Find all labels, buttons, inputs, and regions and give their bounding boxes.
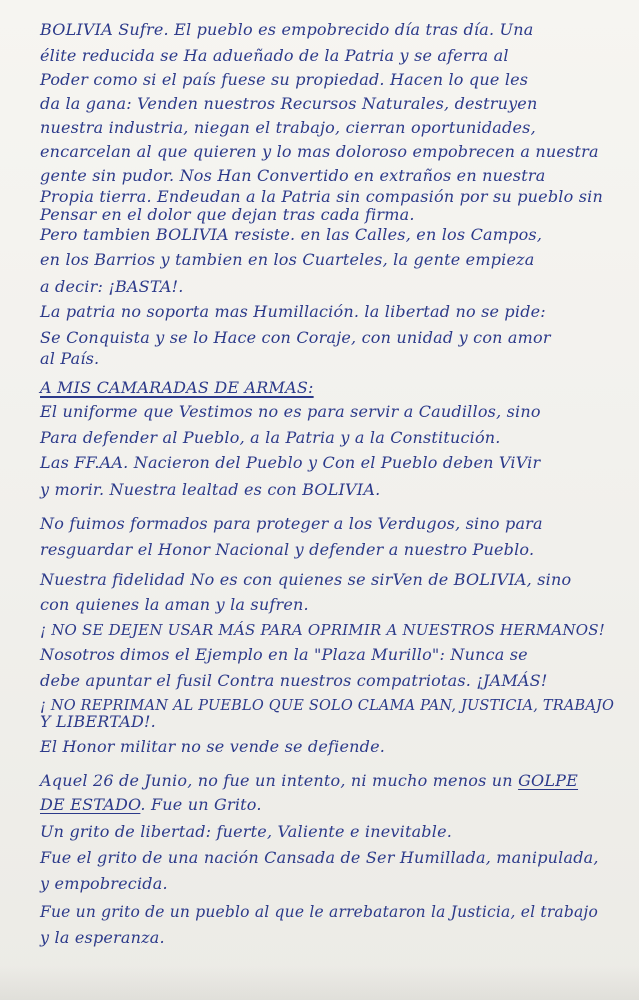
text-line: Nuestra fidelidad No es con quienes se sirVen de BOLIVIA, sino — [40, 570, 572, 589]
text-line: Y LIBERTAD!. — [40, 712, 156, 731]
text-line: élite reducida se Ha adueñado de la Patria y se aferra al — [40, 46, 509, 65]
text-line — [40, 771, 578, 791]
text-line: gente sin pudor. Nos Han Convertido en extraños en nuestra — [40, 166, 546, 185]
text-line: con quienes la aman y la sufren. — [40, 595, 309, 614]
text-line: Nosotros dimos el Ejemplo en la "Plaza Murillo": Nunca se — [40, 645, 528, 664]
text-line: El Honor militar no se vende se defiende. — [40, 737, 386, 756]
text-line: Pero tambien BOLIVIA resiste. en las Calles, en los Campos, — [40, 225, 543, 244]
text-line: al País. — [40, 349, 100, 368]
text-fragment: . Fue un Grito. — [140, 795, 262, 814]
text-line: nuestra industria, niegan el trabajo, cierran oportunidades, — [40, 118, 536, 137]
text-line: debe apuntar el fusil Contra nuestros compatriotas. ¡JAMÁS! — [40, 671, 548, 690]
text-line: Se Conquista y se lo Hace con Coraje, con unidad y con amor — [40, 328, 551, 347]
text-line: Propia tierra. Endeudan a la Patria sin compasión por su pueblo sin — [40, 187, 603, 206]
text-line: y la esperanza. — [40, 928, 165, 947]
text-line — [40, 795, 262, 815]
text-fragment: Aquel 26 de Junio, no fue un intento, ni mucho menos un — [40, 771, 519, 790]
text-line: encarcelan al que quieren y lo mas doloroso empobrecen a nuestra — [40, 142, 599, 161]
text-line: El uniforme que Vestimos no es para servir a Caudillos, sino — [40, 402, 541, 421]
text-line: y empobrecida. — [40, 874, 168, 893]
text-line: en los Barrios y tambien en los Cuarteles, la gente empieza — [40, 250, 535, 269]
text-line: Fue el grito de una nación Cansada de Ser Humillada, manipulada, — [40, 848, 599, 867]
text-line: Para defender al Pueblo, a la Patria y a la Constitución. — [40, 428, 501, 447]
text-line: resguardar el Honor Nacional y defender a nuestro Pueblo. — [40, 540, 535, 559]
text-line: ¡ NO SE DEJEN USAR MÁS PARA OPRIMIR A NUESTROS HERMANOS! — [40, 621, 605, 639]
section-heading: A MIS CAMARADAS DE ARMAS: — [40, 378, 314, 397]
text-line: La patria no soporta mas Humillación. la libertad no se pide: — [40, 302, 546, 321]
text-line: Pensar en el dolor que dejan tras cada firma. — [40, 205, 415, 224]
text-line: a decir: ¡BASTA!. — [40, 277, 184, 296]
text-line: Las FF.AA. Nacieron del Pueblo y Con el Pueblo deben ViVir — [40, 453, 541, 472]
text-line: Poder como si el país fuese su propiedad. Hacen lo que les — [40, 70, 529, 89]
text-line: Un grito de libertad: fuerte, Valiente e inevitable. — [40, 822, 453, 841]
text-line: ¡ NO REPRIMAN AL PUEBLO QUE SOLO CLAMA PAN, JUSTICIA, TRABAJO — [40, 698, 615, 714]
text-line: Fue un grito de un pueblo al que le arrebataron la Justicia, el trabajo — [40, 903, 598, 921]
text-line: da la gana: Venden nuestros Recursos Naturales, destruyen — [40, 94, 538, 113]
text-line: BOLIVIA Sufre. El pueblo es empobrecido día tras día. Una — [40, 20, 534, 39]
underlined-text: DE ESTADO — [40, 795, 141, 814]
underlined-text: GOLPE — [518, 771, 579, 790]
text-line: No fuimos formados para proteger a los Verdugos, sino para — [40, 514, 543, 533]
text-line: y morir. Nuestra lealtad es con BOLIVIA. — [40, 480, 381, 499]
